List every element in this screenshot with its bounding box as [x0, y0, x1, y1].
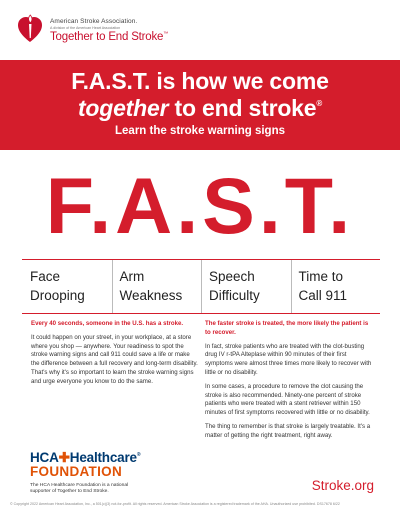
- left-body: It could happen on your street, in your workplace, at a store where you shop — anywhere. Your readiness to spot the stroke warning signs and call 911 could save a life or make the difference between a full recovery and long-term disability. That's why it's so important to learn the stroke warning signs and urge everyone you know to do the same.: [31, 333, 198, 385]
- sign-face: Face Drooping: [30, 269, 85, 303]
- org-name: American Stroke Association.: [50, 18, 138, 25]
- heart-torch-logo-icon: [17, 14, 43, 44]
- left-lead: Every 40 seconds, someone in the U.S. has a stroke.: [31, 320, 184, 327]
- hca-foundation-logo: HCA✚Healthcare® FOUNDATION: [30, 450, 141, 479]
- right-column: [205, 320, 375, 446]
- org-subtitle: A division of the American Heart Association: [50, 26, 121, 30]
- banner-headline-line1: F.A.S.T. is how we come: [71, 68, 329, 94]
- header: [0, 0, 400, 60]
- banner-subtitle: Learn the stroke warning signs: [115, 125, 285, 137]
- sponsor-note: The HCA Healthcare Foundation is a national supporter of Together to End Stroke.: [30, 483, 129, 494]
- right-paragraph-2: In some cases, a procedure to remove the clot causing the stroke is also recommended. Ninety-one percent of stroke patients who were treated with a stent retriever within 150 minutes of first symptoms recovered with little or no disability.: [205, 382, 370, 417]
- left-column: [31, 320, 199, 392]
- banner-headline-line2: together to end stroke®: [77, 95, 323, 121]
- right-lead: The faster stroke is treated, the more likely the patient is to recover.: [205, 320, 369, 336]
- headline-banner: [0, 60, 400, 150]
- sign-time: Time to Call 911: [291, 260, 381, 313]
- sign-arm: Arm Weakness: [112, 260, 202, 313]
- warning-signs-row: [22, 259, 380, 314]
- tagline: Together to End Stroke™: [50, 31, 169, 43]
- fast-acronym: F.A.S.T.: [45, 161, 355, 250]
- plus-icon: ✚: [58, 450, 70, 465]
- website-link[interactable]: Stroke.org: [311, 478, 374, 493]
- right-paragraph-1: In fact, stroke patients who are treated with the clot-busting drug IV r-tPA Alteplase within 90 minutes of their first symptoms were almost three times more likely to recover with little or no disability.: [205, 342, 372, 376]
- sign-speech: Speech Difficulty: [201, 260, 291, 313]
- right-paragraph-3: The thing to remember is that stroke is largely treatable. It's a matter of getting the right treatment, right away.: [205, 422, 371, 439]
- copyright-text: © Copyright 2022 American Heart Association, Inc., a 501(c)(3) not-for-profit. All rights reserved. American Stroke Association is a registered trademark of the AHA. Unauthorized use prohibited. DS17678 6/22: [10, 502, 340, 506]
